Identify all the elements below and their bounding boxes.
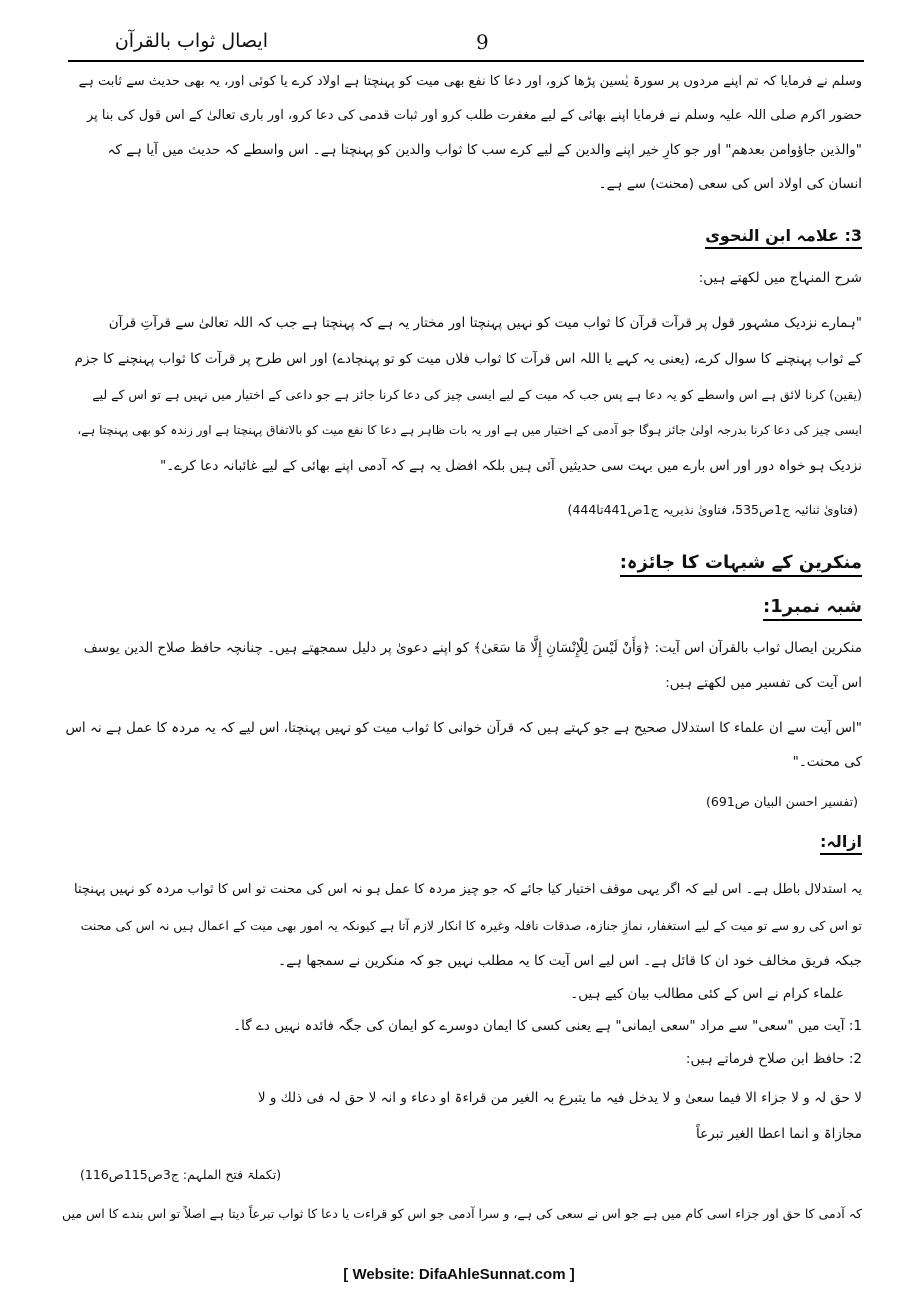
list-item: 2: حافظ ابن صلاح فرماتے ہیں: bbox=[685, 1051, 862, 1067]
section-heading-text: منکرین کے شبہات کا جائزہ: bbox=[619, 552, 862, 573]
quote-line: "ہمارے نزدیک مشہور قول پر قرآت قرآن کا ثواب میت کو نہیں پہنچتا اور مختار یہ ہے کہ پہنچتا ہے جب کہ اللہ تعالیٰ سے قرآتِ قرآن bbox=[108, 315, 862, 331]
quote-line: "اس آیت سے ان علماء کا استدلال صحیح ہے جو کہتے ہیں کہ قرآن خوانی کا ثواب میت کو نہیں پہنچتا، اس لیے کہ یہ مردہ کا عمل ہے نہ اس bbox=[65, 720, 862, 736]
running-header-title: ایصال ثواب بالقرآن bbox=[114, 30, 268, 52]
section-heading-text: 3: علامہ ابن النحوی bbox=[705, 226, 862, 245]
page-number: 9 bbox=[476, 30, 489, 54]
heading-underline bbox=[705, 247, 862, 249]
text-line: کہ آدمی کا حق اور جزاء اسی کام میں ہے جو اس نے سعی کی ہے، و سرا آدمی جو اس کو قراءت یا دعا کا ثواب تبرعاً دیتا ہے اصلاً تو اس بندے کا اس میں bbox=[61, 1206, 862, 1221]
heading-underline bbox=[820, 853, 862, 855]
text-line: تو اس کی رو سے تو میت کے لیے استغفار، نمازِ جنازہ، صدقات نافلہ وغیرہ کا انکار لازم آتا ہے کیونکہ یہ امور بھی میت کے اعمال ہیں نہ اس کی محنت bbox=[80, 918, 862, 933]
quote-line: کے ثواب پہنچنے کا سوال کرے، (یعنی یہ کہے یا اللہ اس قرآت کا ثواب فلاں میت کو تو پہنچادے) اور اس طرح پر قرآت کا ثواب پہنچنے کا جزم bbox=[74, 351, 862, 367]
arabic-line: لا حق لہ و لا جزاء الا فیما سعیٰ و لا یدخل فیہ ما یتبرع بہ الغیر من قراءۃ او دعاء و انہ لا حق لہ فی ذلك و لا bbox=[257, 1090, 862, 1106]
quote-line: ایسی چیز کی دعا کرنا بدرجہ اولیٰ جائز ہوگا جو آدمی کے اختیار میں ہے اور یہ بات ظاہر ہے دعا کا نفع میت کو بالاتفاق پہنچتا ہے اور زندہ کو بھی پہنچتا ہے، bbox=[77, 423, 862, 437]
quote-line: نزدیک ہو خواہ دور اور اس بارے میں بہت سی حدیثیں آئی ہیں بلکہ افضل یہ ہے کہ آدمی اپنے بھائی کے لیے غائبانہ دعا کرے۔" bbox=[160, 458, 862, 474]
source-citation: (فتاویٰ ثنائیہ ج1ص535، فتاویٰ نذیریہ ج1ص441تا444) bbox=[567, 502, 858, 517]
text-line: حضور اکرم صلی اللہ علیہ وسلم نے فرمایا اپنے بھائی کے لیے مغفرت طلب کرو اور ثبات قدمی کی دعا کرو، اور باری تعالیٰ کے اس قول کی بنا پر bbox=[86, 108, 862, 123]
quote-line: کی محنت۔" bbox=[792, 754, 862, 770]
text-line: جبکہ فریق مخالف خود ان کا قائل ہے۔ اس لیے اس آیت کا یہ مطلب نہیں جو کہ منکرین نے سمجھا ہے۔ bbox=[278, 953, 862, 969]
heading-underline bbox=[763, 619, 862, 621]
quote-line: (یقین) کرنا لائق ہے اس واسطے کو یہ دعا ہے پس جب کہ میت کے لیے ایسی چیز کی دعا کرنا جائز ہے جو داعی کے اختیار میں نہیں ہے تو اس کے لیے bbox=[92, 387, 862, 402]
text-line: وسلم نے فرمایا کہ تم اپنے مردوں پر سورۃ یٰسین پڑھا کرو، اور دعا کا نفع بھی میت کو پہنچتا ہے اولاد کرے یا کوئی اور، یہ بھی حدیث سے ثابت ہے bbox=[78, 74, 862, 89]
text-line: منکرین ایصال ثواب بالقرآن اس آیت: ﴿وَأَنْ لَيْسَ لِلْإِنْسَانِ إِلَّا مَا سَعَىٰ﴾ کو اپنے دعویٰ پر دلیل سمجھتے ہیں۔ چنانچہ حافظ صلاح الدین یوسف bbox=[83, 640, 862, 656]
section-heading bbox=[820, 832, 862, 855]
text-line: انسان کی اولاد اس کی سعی (محنت) سے ہے۔ bbox=[598, 176, 862, 192]
text-line: "والذین جاؤوامن بعدھم" اور جو کارِ خیر اپنے والدین کے لیے کرے سب کا ثواب والدین کو پہنچتا ہے۔ اس واسطے کہ حدیث میں آیا ہے کہ bbox=[107, 142, 862, 158]
list-item: 1: آیت میں "سعی" سے مراد "سعی ایمانی" ہے یعنی کسی کا ایمان دوسرے کو ایمان کی جگہ فائدہ نہیں دے گا۔ bbox=[233, 1018, 862, 1034]
header-rule bbox=[68, 60, 864, 62]
text-line: شرح المنہاج میں لکھتے ہیں: bbox=[698, 270, 862, 286]
arabic-line: مجازاۃ و انما اعطا الغیر تبرعاً bbox=[696, 1126, 862, 1142]
source-citation: (تفسیر احسن البیان ص691) bbox=[706, 794, 858, 809]
text-line: اس آیت کی تفسیر میں لکھتے ہیں: bbox=[665, 675, 862, 691]
text-line: یہ استدلال باطل ہے۔ اس لیے کہ اگر یہی موقف اختیار کیا جائے کہ جو چیز مردہ کا عمل ہو نہ اس کی محنت تو اس کا ثواب مردہ کو نہیں پہنچتا bbox=[74, 882, 862, 897]
section-heading-text: ازالہ: bbox=[820, 832, 862, 851]
sub-heading bbox=[763, 596, 862, 621]
section-heading bbox=[705, 226, 862, 249]
heading-underline bbox=[620, 575, 862, 577]
source-citation: (تکملۃ فتح الملہم: ج3ص115ص116) bbox=[80, 1167, 282, 1182]
website-footer: [ Website: DifaAhleSunnat.com ] bbox=[343, 1266, 575, 1283]
sub-heading-text: شبہ نمبر1: bbox=[763, 596, 862, 617]
text-line: علماء کرام نے اس کے کئی مطالب بیان کیے ہیں۔ bbox=[570, 986, 844, 1002]
section-heading bbox=[620, 552, 862, 577]
